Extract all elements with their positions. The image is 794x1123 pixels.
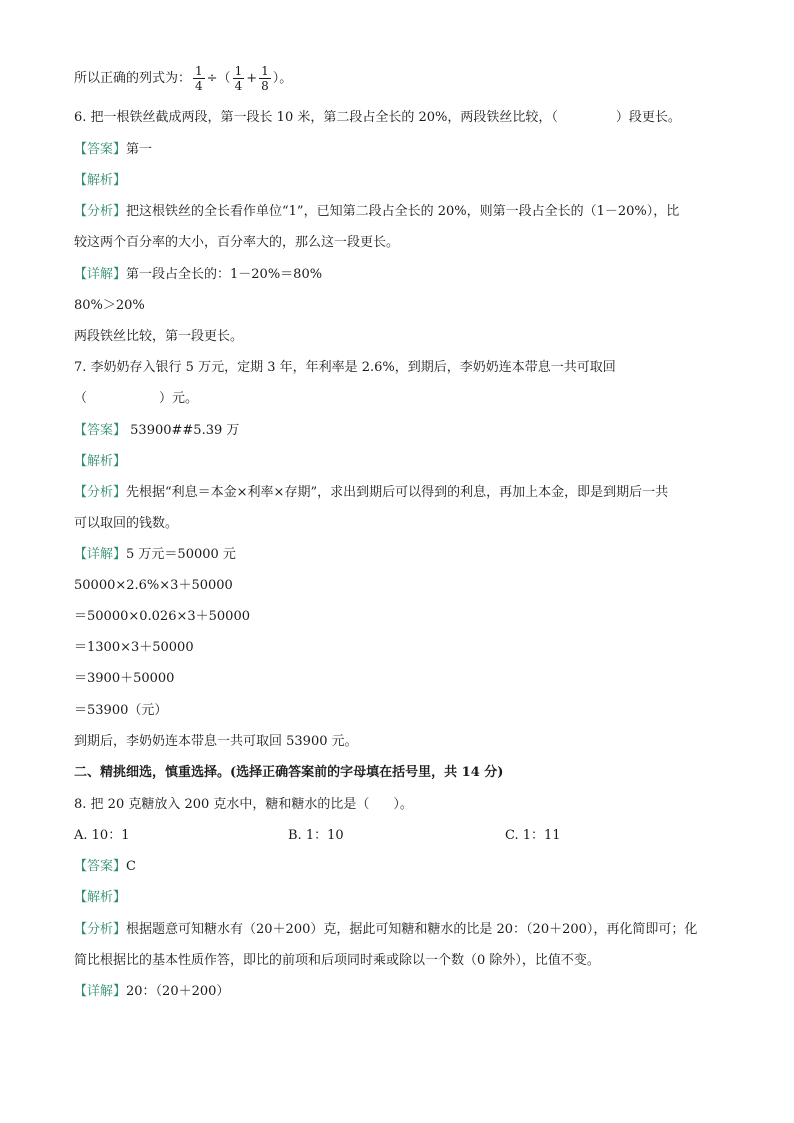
q7-step: ＝53900（元） <box>74 703 168 718</box>
fraction-2: $\frac{1}{4}$ <box>234 64 243 93</box>
q6-question: 6. 把一根铁丝截成两段，第一段长 10 米，第二段占全长的 20%，两段铁丝比较，（ ）段更长。 <box>74 110 681 125</box>
q8-option-a: A. 10：1 <box>74 828 130 843</box>
q8-xiangjie: 【详解】20：（20＋200） <box>74 984 230 999</box>
q7-fenxi-line-1: 【分析】先根据“利息＝本金×利率×存期”，求出到期后可以得到的利息，再加上本金，即是到期后一共 <box>74 485 669 500</box>
q7-analysis-tag: 【解析】 <box>74 454 127 469</box>
q6-analysis-tag: 【解析】 <box>74 173 127 188</box>
q8-option-c: C. 1：11 <box>505 828 561 843</box>
divide-open: ÷（ <box>206 71 231 86</box>
q7-step: 50000×2.6%×3＋50000 <box>74 578 233 593</box>
formula-line <box>74 64 292 93</box>
q8-analysis-tag: 【解析】 <box>74 890 127 905</box>
q8-option-b: B. 1：10 <box>288 828 344 843</box>
q8-answer: 【答案】C <box>74 859 136 874</box>
formula-end: ）。 <box>272 71 293 86</box>
q6-step-3: 两段铁丝比较，第一段更长。 <box>74 329 244 344</box>
section-2-heading: 二、精挑细选，慎重选择。(选择正确答案前的字母填在括号里，共 14 分) <box>74 765 504 780</box>
q7-step: ＝1300×3＋50000 <box>74 640 194 655</box>
q7-question-line-2: （ ）元。 <box>74 391 199 406</box>
q6-xiangjie: 【详解】第一段占全长的：1－20%＝80% <box>74 267 323 282</box>
fraction-3: $\frac{1}{8}$ <box>261 64 269 93</box>
q6-fenxi-line-1: 【分析】把这根铁丝的全长看作单位“1”，已知第二段占全长的 20%，则第一段占全长的（1－20%），比 <box>74 204 680 219</box>
q8-question: 8. 把 20 克糖放入 200 克水中，糖和糖水的比是（ ）。 <box>74 797 413 812</box>
formula-prefix: 所以正确的列式为： <box>74 71 192 86</box>
q6-step-2: 80%＞20% <box>74 298 145 313</box>
q7-step: ＝50000×0.026×3＋50000 <box>74 609 250 624</box>
q8-fenxi-line-1: 【分析】根据题意可知糖水有（20＋200）克，据此可知糖和糖水的比是 20：（20＋200），再化简即可；化 <box>74 922 698 937</box>
q8-fenxi-line-2: 简比根据比的基本性质作答，即比的前项和后项同时乘或除以一个数（0 除外），比值不变。 <box>74 953 600 968</box>
q7-xiangjie: 【详解】5 万元＝50000 元 <box>74 547 236 562</box>
q6-fenxi-line-2: 较这两个百分率的大小，百分率大的，那么这一段更长。 <box>74 235 400 250</box>
plus-sign: + <box>246 71 258 86</box>
q7-fenxi-line-2: 可以取回的钱数。 <box>74 516 179 531</box>
fraction-1: $\frac{1}{4}$ <box>195 64 203 93</box>
q7-answer: 【答案】 53900##5.39 万 <box>74 423 240 438</box>
q7-step: ＝3900＋50000 <box>74 671 175 686</box>
q6-answer: 【答案】第一 <box>74 142 153 157</box>
q7-conclusion: 到期后，李奶奶连本带息一共可取回 53900 元。 <box>74 734 358 749</box>
q7-question-line-1: 7. 李奶奶存入银行 5 万元，定期 3 年，年利率是 2.6%，到期后，李奶奶连本带息一共可取回 <box>74 360 616 375</box>
